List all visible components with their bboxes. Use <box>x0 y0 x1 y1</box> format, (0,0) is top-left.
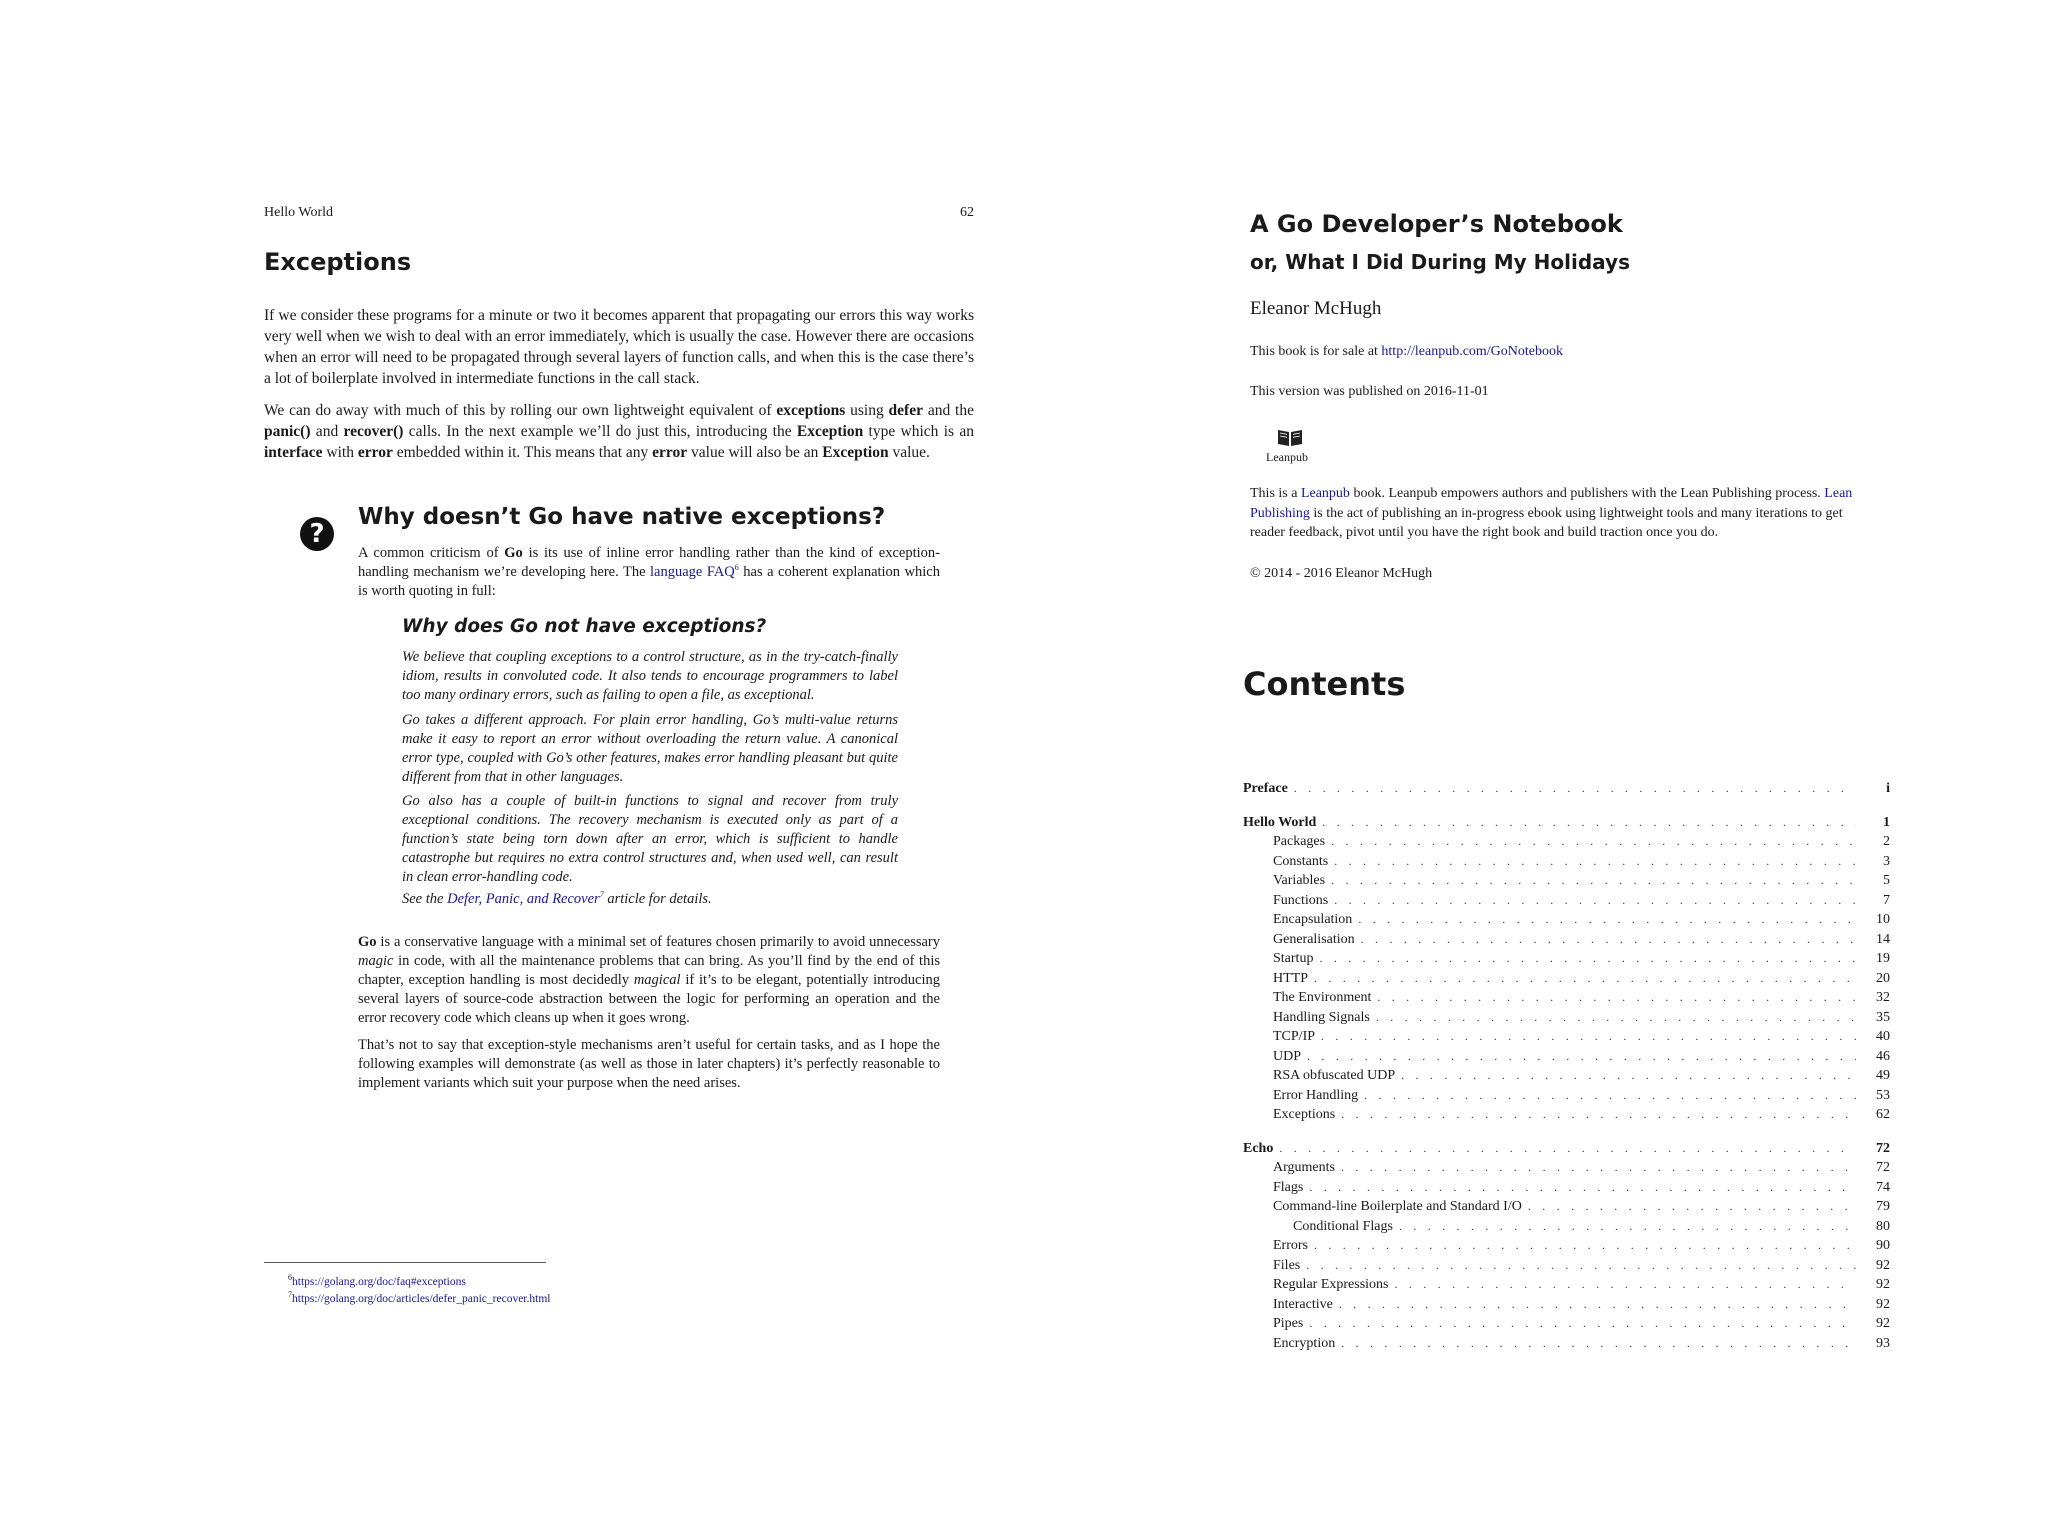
footnote-7: $^7$https://golang.org/doc/articles/defer_panic_recover.html <box>288 1290 551 1305</box>
footnote-6-link[interactable]: https://golang.org/doc/faq#exceptions <box>292 1276 466 1288</box>
leanpub-paragraph: This is a Leanpub book. Leanpub empowers authors and publishers with the Lean Publishing process. Lean Publishing is the act of publishing an in-progress ebook using lightweight tools and many iterations to get reader feedback, pivot until you have the right book and build traction once you do. <box>1250 486 1853 540</box>
toc-entry[interactable] <box>1243 1217 1890 1236</box>
toc-dot-leader <box>1334 852 1856 871</box>
toc-entry-title: Exceptions <box>1273 1107 1336 1122</box>
toc-dot-leader <box>1307 1047 1856 1066</box>
toc-entry-title: Encapsulation <box>1273 912 1353 927</box>
toc-dot-leader <box>1334 891 1856 910</box>
book-author: Eleanor McHugh <box>1250 298 1382 319</box>
toc-entry-title: Functions <box>1273 892 1329 908</box>
leanpub-link[interactable]: Leanpub <box>1300 486 1350 501</box>
toc-entry[interactable] <box>1243 852 1890 871</box>
toc-entry[interactable] <box>1243 1139 1890 1158</box>
toc-entry[interactable] <box>1243 1178 1890 1197</box>
paragraph-2: We can do away with much of this by rolling our own lightweight equivalent of exceptions using defer and the panic() and recover() calls. In the next example we’ll do just this, introducing the Exception type which is an interface with error embedded within it. This means that any error value will also be an Exception value. <box>264 402 974 461</box>
toc-dot-leader <box>1314 1236 1856 1255</box>
toc-entry[interactable] <box>1243 891 1890 910</box>
toc-entry-page: 90 <box>1876 1238 1890 1253</box>
toc-dot-leader <box>1331 832 1856 851</box>
toc-entry-page: 92 <box>1876 1257 1890 1273</box>
toc-entry-page: 3 <box>1883 853 1890 869</box>
toc-entry-page: i <box>1886 781 1890 796</box>
toc-entry[interactable] <box>1243 1027 1890 1046</box>
toc-dot-leader <box>1306 1256 1856 1275</box>
toc-entry-title: Errors <box>1273 1238 1308 1253</box>
toc-entry-title: Preface <box>1243 781 1288 796</box>
toc-entry[interactable] <box>1243 1236 1890 1255</box>
toc-entry-page: 53 <box>1876 1087 1890 1103</box>
toc-dot-leader <box>1321 1027 1856 1046</box>
toc-entry-title: Echo <box>1243 1140 1274 1156</box>
toc-entry-page: 46 <box>1876 1048 1890 1064</box>
toc-entry[interactable] <box>1243 813 1890 832</box>
question-circle-icon: ? <box>300 517 334 551</box>
toc-entry-page: 79 <box>1876 1199 1890 1214</box>
toc-dot-leader <box>1364 1086 1856 1105</box>
toc-entry[interactable] <box>1243 871 1890 890</box>
toc-dot-leader <box>1361 930 1856 949</box>
toc-entry-page: 49 <box>1876 1068 1890 1083</box>
page-number: 62 <box>960 205 974 220</box>
toc-entry-title: Constants <box>1273 853 1329 869</box>
defer-panic-recover-link[interactable]: Defer, Panic, and Recover <box>447 891 600 907</box>
aside-title: Why doesn’t Go have native exceptions? <box>358 504 886 530</box>
quote-para-3: Go also has a couple of built-in functions to signal and recover from truly exceptional conditions. The recovery mechanism is executed only as part of a function’s state being torn down after an error, which is sufficient to handle catastrophe but requires no extra control structures and, when used well, can result in clean error-handling code. <box>402 793 898 885</box>
toc-entry[interactable] <box>1243 1105 1890 1124</box>
toc-entry[interactable] <box>1243 1275 1890 1294</box>
toc-entry[interactable] <box>1243 910 1890 929</box>
section-heading: Exceptions <box>264 248 412 276</box>
toc-entry-title: Command-line Boilerplate and Standard I/O <box>1273 1199 1522 1214</box>
toc-entry[interactable] <box>1243 949 1890 968</box>
aside-paragraph-4: That’s not to say that exception-style mechanisms aren’t useful for certain tasks, and as I hope the following examples will demonstrate (as well as those in later chapters) it’s perfectly reasonable to implement variants which suit your purpose when the need arises. <box>358 1037 940 1091</box>
leanpub-label: Leanpub <box>1266 450 1308 464</box>
toc-dot-leader <box>1401 1066 1856 1085</box>
toc-dot-leader <box>1309 1314 1856 1333</box>
toc-entry-page: 92 <box>1876 1296 1890 1312</box>
toc-entry-page: 19 <box>1876 951 1890 966</box>
toc-entry-title: Encryption <box>1273 1335 1336 1351</box>
toc-entry-title: Variables <box>1273 873 1326 888</box>
toc-entry[interactable] <box>1243 1295 1890 1314</box>
published-line: This version was published on 2016-11-01 <box>1250 384 1489 399</box>
book-subtitle: or, What I Did During My Holidays <box>1250 250 1630 274</box>
toc-dot-leader <box>1528 1197 1856 1216</box>
toc-entry-title: TCP/IP <box>1273 1029 1316 1044</box>
toc-entry-title: Error Handling <box>1273 1087 1359 1103</box>
toc-dot-leader <box>1341 1158 1856 1177</box>
toc-entry-title: Startup <box>1273 951 1314 966</box>
sale-url-link[interactable]: http://leanpub.com/GoNotebook <box>1381 344 1564 359</box>
quote-para-1: We believe that coupling exceptions to a control structure, as in the try-catch-finally idiom, results in convoluted code. It also tends to encourage programmers to label too many ordinary errors, such as failing to open a file, as exceptional. <box>402 649 898 703</box>
toc-dot-leader <box>1341 1105 1856 1124</box>
toc-entry-page: 32 <box>1876 990 1890 1005</box>
toc-dot-leader <box>1341 1334 1856 1353</box>
toc-entry-page: 5 <box>1883 873 1890 888</box>
toc-entry-title: UDP <box>1273 1048 1302 1064</box>
aside-paragraph-3: Go is a conservative language with a minimal set of features chosen primarily to avoid unnecessary magic in code, with all the maintenance problems that can bring. As you’ll find by the end of this chapter, exception handling is most decidedly magical if it’s to be elegant, potentially introducing several layers of source-code abstraction between the logic for performing an operation and the error recovery code which cleans up when it goes wrong. <box>358 934 940 1026</box>
contents-heading: Contents <box>1243 665 1406 703</box>
toc-entry-page: 80 <box>1876 1218 1890 1234</box>
toc-entry-title: Pipes <box>1273 1316 1304 1331</box>
sale-line: This book is for sale at http://leanpub.com/GoNotebook <box>1250 344 1564 359</box>
toc-entry[interactable] <box>1243 779 1890 798</box>
toc-dot-leader <box>1331 871 1856 890</box>
toc-entry[interactable] <box>1243 1066 1890 1085</box>
quote-para-2: Go takes a different approach. For plain error handling, Go’s multi-value returns make it easy to report an error without overloading the return value. A canonical error type, coupled with Go’s other features, makes error handling pleasant but quite different from that in other languages. <box>402 712 898 785</box>
toc-dot-leader <box>1399 1217 1856 1236</box>
book-title: A Go Developer’s Notebook <box>1250 210 1623 238</box>
toc-entry-page: 35 <box>1876 1009 1890 1025</box>
toc-entry-title: Packages <box>1273 834 1326 849</box>
toc-entry-title: Conditional Flags <box>1293 1218 1393 1234</box>
footnote-divider <box>264 1262 546 1263</box>
toc-entry-title: Hello World <box>1243 814 1317 830</box>
toc-dot-leader <box>1314 969 1856 988</box>
toc-entry-page: 72 <box>1876 1160 1890 1175</box>
quote-para-4: See the Defer, Panic, and Recover$^7$ article for details. <box>402 890 712 907</box>
toc-entry-title: HTTP <box>1273 970 1308 986</box>
toc-entry-title: Arguments <box>1273 1160 1335 1175</box>
toc-entry-title: The Environment <box>1273 990 1372 1005</box>
toc-entry-page: 40 <box>1876 1029 1890 1044</box>
toc-entry-page: 74 <box>1876 1179 1890 1195</box>
toc-entry-title: Generalisation <box>1273 931 1355 947</box>
toc-entry[interactable] <box>1243 930 1890 949</box>
toc-entry-title: Flags <box>1273 1179 1304 1195</box>
running-head-title: Hello World <box>264 205 333 220</box>
toc-dot-leader <box>1319 949 1856 968</box>
toc-entry[interactable] <box>1243 988 1890 1007</box>
copyright: © 2014 - 2016 Eleanor McHugh <box>1250 566 1433 581</box>
quote-title: Why does Go not have exceptions? <box>402 616 767 637</box>
toc-dot-leader <box>1294 779 1856 798</box>
toc-entry-title: Files <box>1273 1257 1301 1273</box>
toc-entry-page: 1 <box>1883 814 1890 830</box>
toc-entry-title: Regular Expressions <box>1273 1277 1389 1292</box>
toc-entry[interactable] <box>1243 969 1890 988</box>
toc-entry-page: 20 <box>1876 970 1890 986</box>
toc-dot-leader <box>1279 1139 1856 1158</box>
paragraph-1: If we consider these programs for a minute or two it becomes apparent that propagating our errors this way works very well when we wish to deal with an error immediately, which is usually the case. However there are occasions when an error will need to be propagated through several layers of function calls, and when this is the case there’s a lot of boilerplate involved in intermediate functions in the call stack. <box>264 307 974 387</box>
toc-entry[interactable] <box>1243 832 1890 851</box>
toc-entry-page: 2 <box>1883 834 1890 849</box>
toc-entry-page: 92 <box>1876 1316 1890 1331</box>
toc-entry[interactable] <box>1243 1047 1890 1066</box>
toc-entry[interactable] <box>1243 1158 1890 1177</box>
footnote-6: $^6$https://golang.org/doc/faq#exceptions <box>288 1273 466 1288</box>
toc-entry-page: 10 <box>1876 912 1890 927</box>
toc-entry-title: RSA obfuscated UDP <box>1273 1068 1396 1083</box>
toc-entry[interactable] <box>1243 1008 1890 1027</box>
lean-publishing-link[interactable]: Lean Publishing <box>1250 486 1853 521</box>
toc-entry[interactable] <box>1243 1334 1890 1353</box>
toc-dot-leader <box>1376 1008 1856 1027</box>
toc-entry[interactable] <box>1243 1256 1890 1275</box>
toc-entry-page: 14 <box>1876 931 1890 947</box>
toc-entry-title: Handling Signals <box>1273 1009 1370 1025</box>
toc-entry[interactable] <box>1243 1197 1890 1216</box>
toc-dot-leader <box>1394 1275 1856 1294</box>
toc-dot-leader <box>1358 910 1856 929</box>
toc-dot-leader <box>1377 988 1856 1007</box>
footnote-7-link[interactable]: https://golang.org/doc/articles/defer_panic_recover.html <box>292 1293 551 1305</box>
toc-dot-leader <box>1339 1295 1856 1314</box>
toc-entry-page: 92 <box>1876 1277 1890 1292</box>
language-faq-link[interactable]: language FAQ <box>650 564 735 580</box>
toc-dot-leader <box>1309 1178 1856 1197</box>
toc-entry-page: 72 <box>1876 1140 1890 1156</box>
toc-entry[interactable] <box>1243 1314 1890 1333</box>
toc-entry-page: 93 <box>1876 1335 1890 1351</box>
toc-dot-leader <box>1322 813 1856 832</box>
toc-entry-page: 7 <box>1883 892 1890 908</box>
toc-entry-title: Interactive <box>1273 1296 1333 1312</box>
open-book-icon <box>1276 428 1304 448</box>
toc-entry[interactable] <box>1243 1086 1890 1105</box>
aside-intro: A common criticism of Go is its use of inline error handling rather than the kind of exception-handling mechanism we’re developing here. The language FAQ$^6$ has a coherent explanation which is worth quoting in full: <box>358 545 940 599</box>
toc-entry-page: 62 <box>1876 1107 1890 1122</box>
